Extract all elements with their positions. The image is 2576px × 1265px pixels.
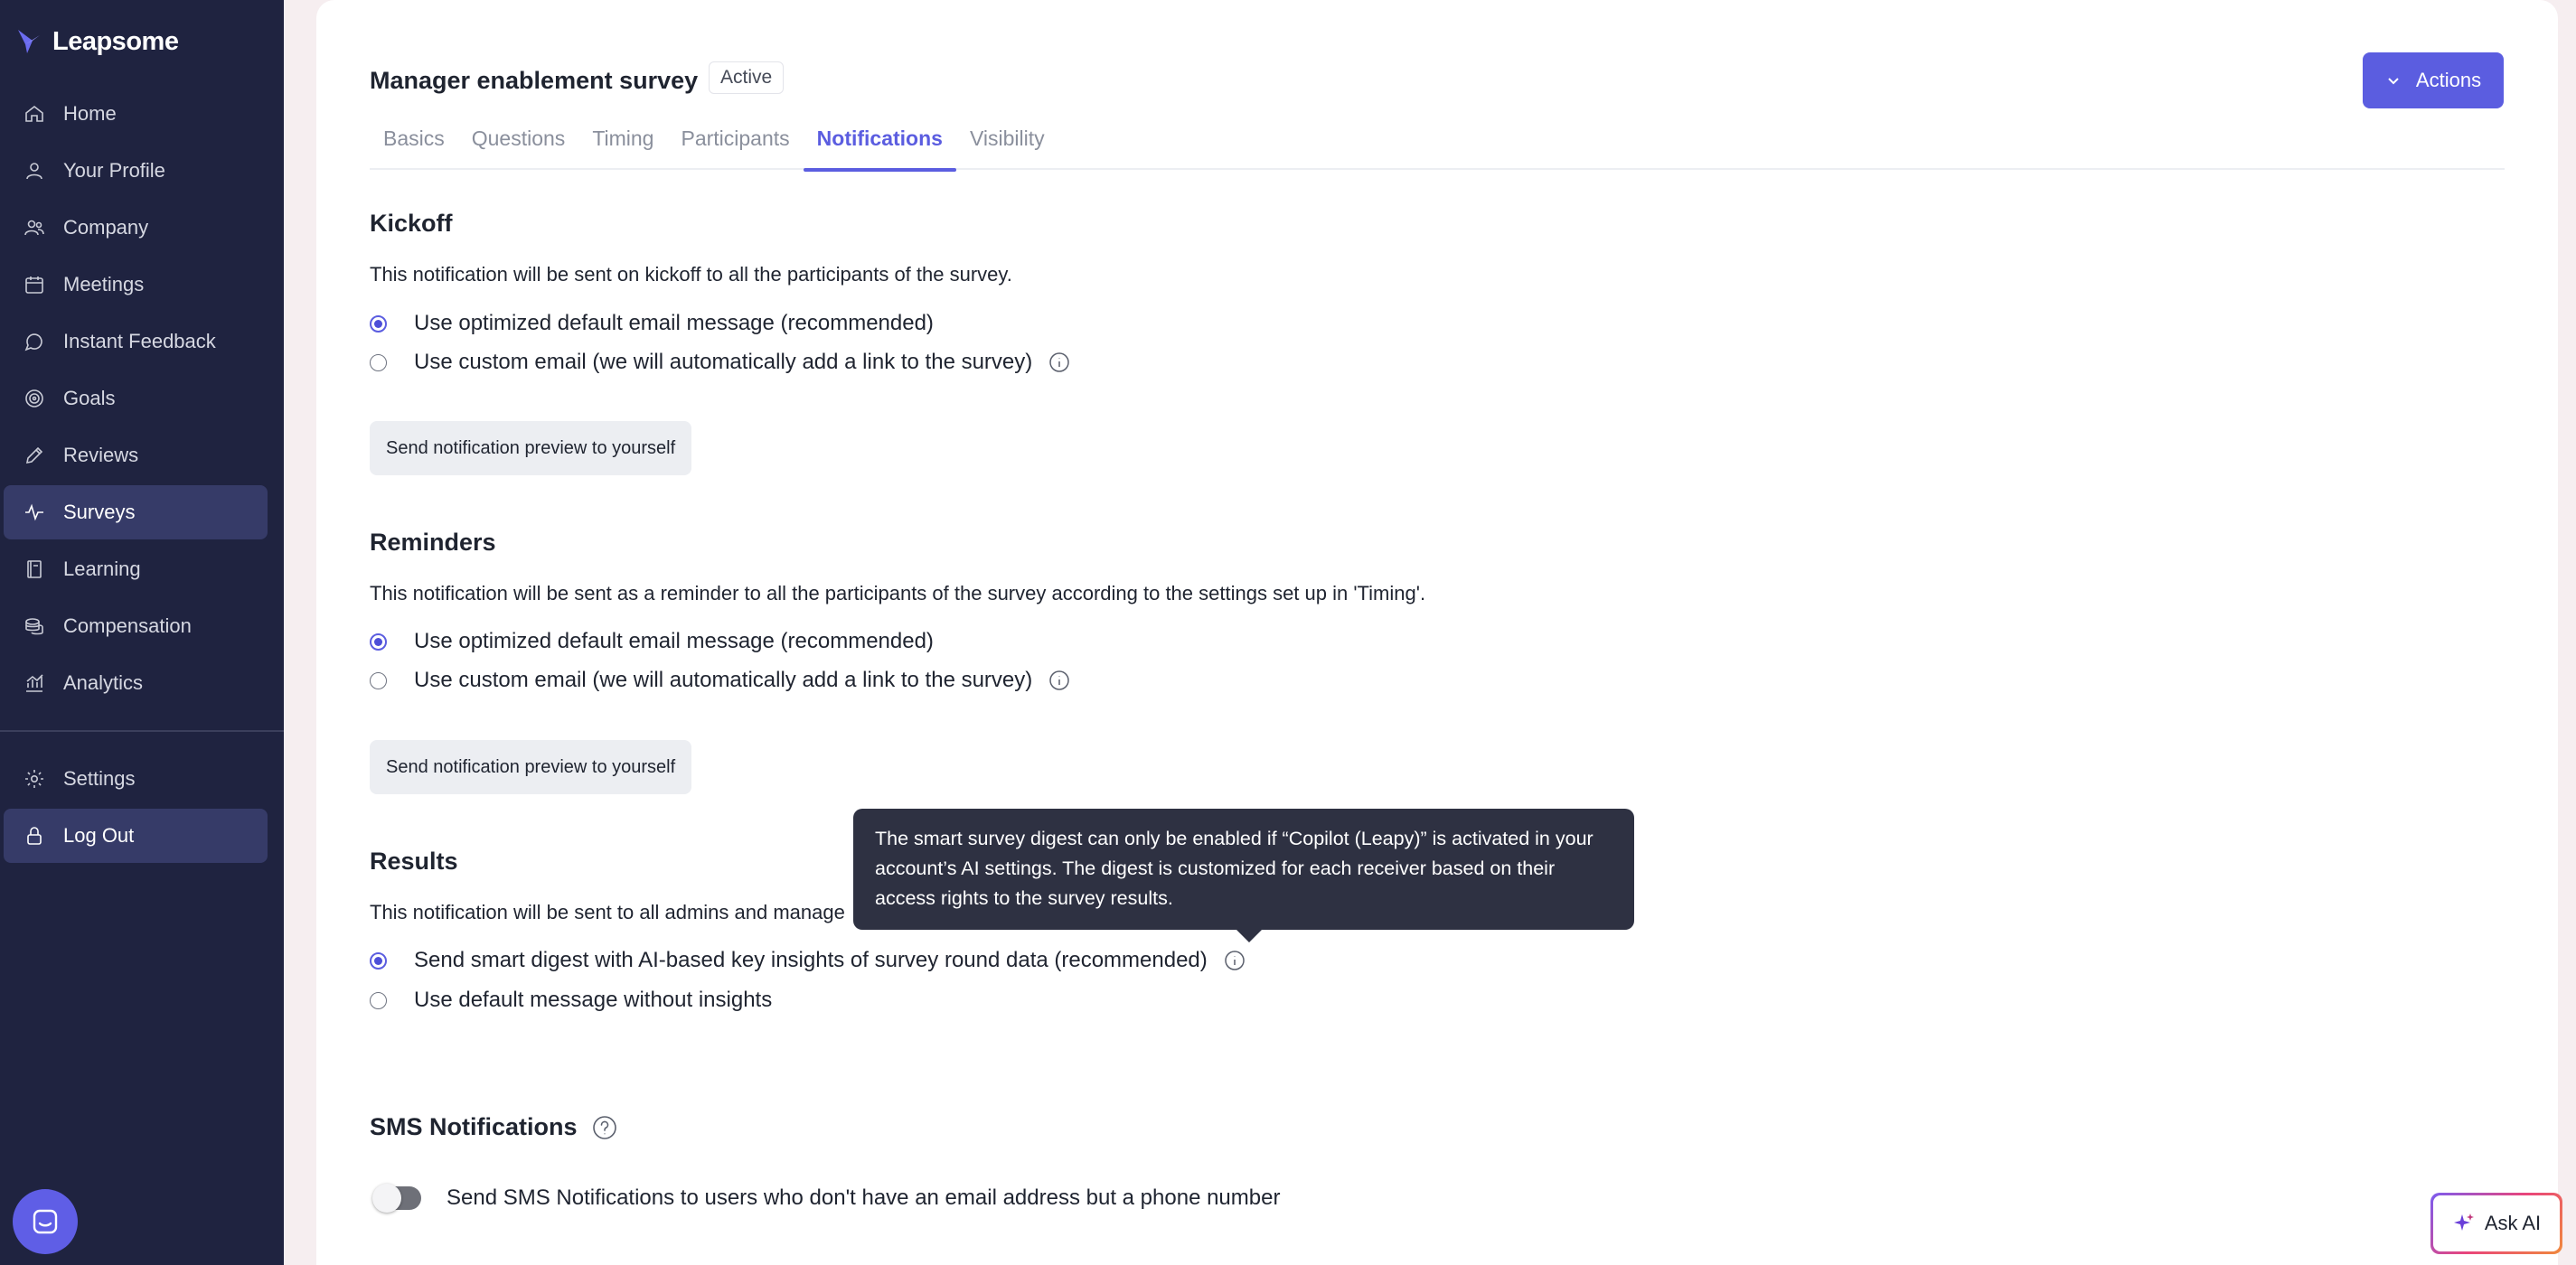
kickoff-option-default[interactable] [370, 308, 934, 339]
results-description: This notification will be sent to all admins and manage [370, 901, 845, 923]
sidebar-item-settings[interactable] [4, 752, 268, 806]
results-digest-radio[interactable] [370, 952, 387, 970]
reminders-option-custom[interactable] [370, 665, 1070, 696]
kickoff-custom-label: Use custom email (we will automatically add a link to the survey) [414, 350, 1033, 374]
help-icon[interactable] [592, 1115, 617, 1140]
reminders-default-radio[interactable] [370, 633, 387, 651]
reminders-default-label: Use optimized default email message (recommended) [414, 629, 934, 653]
results-default-radio[interactable] [370, 992, 387, 1009]
status-badge: Active [709, 61, 784, 94]
results-digest-label: Send smart digest with AI-based key insights of survey round data (recommended) [414, 948, 1208, 972]
sms-notifications-title [370, 1113, 617, 1141]
sms-title-text: SMS Notifications [370, 1113, 578, 1140]
page-title: Manager enablement survey [370, 67, 699, 94]
sidebar-item-instant-feedback[interactable] [4, 314, 268, 369]
sidebar-item-label: Learning [63, 558, 141, 580]
sms-toggle[interactable] [374, 1186, 421, 1210]
sidebar-item-surveys[interactable] [4, 485, 268, 539]
chart-icon [24, 672, 45, 694]
tab-questions[interactable]: Questions [471, 126, 566, 150]
results-option-digest[interactable] [370, 945, 1246, 976]
pulse-icon [24, 501, 45, 523]
kickoff-option-custom[interactable] [370, 347, 1070, 378]
info-icon[interactable] [1048, 351, 1070, 373]
results-default-label: Use default message without insights [414, 988, 773, 1012]
kickoff-custom-radio[interactable] [370, 354, 387, 371]
kickoff-default-radio[interactable] [370, 315, 387, 333]
tab-participants[interactable]: Participants [681, 126, 790, 150]
tab-basics[interactable]: Basics [383, 126, 445, 150]
digest-tooltip: The smart survey digest can only be enabled if “Copilot (Leapy)” is activated in your account’s AI settings. The digest is customized for each receiver based on their access rights to the survey results. [853, 809, 1634, 930]
calendar-icon [24, 274, 45, 295]
gear-icon [24, 768, 45, 790]
sidebar-item-label: Surveys [63, 501, 136, 523]
sidebar-item-label: Company [63, 216, 149, 239]
sms-toggle-row [374, 1185, 1280, 1211]
reminders-custom-label: Use custom email (we will automatically add a link to the survey) [414, 668, 1033, 692]
sidebar-item-analytics[interactable] [4, 656, 268, 710]
info-icon[interactable] [1048, 670, 1070, 691]
ask-ai-button[interactable] [2430, 1193, 2562, 1254]
results-title: Results [370, 848, 458, 875]
reminders-title: Reminders [370, 529, 496, 556]
leapsome-bird-icon [16, 26, 43, 57]
sidebar-item-home[interactable] [4, 87, 268, 141]
tab-notifications[interactable]: Notifications [804, 123, 956, 170]
target-icon [24, 388, 45, 409]
support-chat-button[interactable] [13, 1189, 78, 1254]
lock-icon [24, 825, 45, 847]
sidebar-item-reviews[interactable] [4, 428, 268, 483]
chat-icon [24, 331, 45, 352]
sidebar-item-label: Analytics [63, 671, 144, 694]
reminders-option-default[interactable] [370, 626, 934, 657]
sidebar-item-label: Log Out [63, 824, 135, 847]
sidebar-item-learning[interactable] [4, 542, 268, 596]
sidebar-item-label: Settings [63, 767, 136, 790]
reminders-preview-button[interactable]: Send notification preview to yourself [370, 740, 691, 794]
reminders-description: This notification will be sent as a reminder to all the participants of the survey according to the settings set up in 'Timing'. [370, 582, 1426, 604]
kickoff-preview-button[interactable]: Send notification preview to yourself [370, 421, 691, 475]
sidebar [0, 0, 284, 1265]
tab-timing[interactable]: Timing [592, 126, 654, 150]
sidebar-item-label: Compensation [63, 614, 192, 637]
chat-bubble-icon [30, 1206, 61, 1237]
coins-icon [24, 615, 45, 637]
sidebar-nav [0, 87, 284, 866]
actions-button[interactable] [2363, 52, 2504, 108]
sidebar-item-goals[interactable] [4, 371, 268, 426]
chevron-down-icon [2385, 72, 2402, 89]
sidebar-divider [0, 730, 284, 732]
sidebar-item-label: Home [63, 102, 117, 125]
sidebar-item-label: Goals [63, 387, 116, 409]
actions-button-label: Actions [2415, 69, 2482, 91]
sidebar-item-company[interactable] [4, 201, 268, 255]
sidebar-item-label: Reviews [63, 444, 139, 466]
user-icon [24, 160, 45, 182]
app-name: Leapsome [52, 26, 179, 56]
sidebar-item-label: Your Profile [63, 159, 165, 182]
sms-toggle-label: Send SMS Notifications to users who don't have an email address but a phone number [447, 1185, 1281, 1210]
sidebar-item-meetings[interactable] [4, 258, 268, 312]
sidebar-item-compensation[interactable] [4, 599, 268, 653]
pencil-icon [24, 445, 45, 466]
kickoff-description: This notification will be sent on kickoff to all the participants of the survey. [370, 263, 1012, 286]
reminders-custom-radio[interactable] [370, 672, 387, 689]
sidebar-item-log-out[interactable] [4, 809, 268, 863]
sparkle-icon [2452, 1212, 2476, 1235]
kickoff-title: Kickoff [370, 210, 453, 237]
leapsome-logo[interactable] [16, 23, 178, 60]
tab-bar [370, 123, 2505, 170]
book-icon [24, 558, 45, 580]
info-icon[interactable] [1224, 950, 1246, 971]
tab-visibility[interactable]: Visibility [969, 126, 1045, 150]
users-icon [24, 217, 45, 239]
ask-ai-label: Ask AI [2484, 1212, 2542, 1234]
results-option-default[interactable] [370, 985, 772, 1016]
sidebar-item-label: Instant Feedback [63, 330, 216, 352]
kickoff-default-label: Use optimized default email message (recommended) [414, 311, 934, 335]
home-icon [24, 103, 45, 125]
sidebar-item-label: Meetings [63, 273, 145, 295]
main-content [316, 0, 2558, 1265]
sidebar-item-your-profile[interactable] [4, 144, 268, 198]
ask-ai-inner [2433, 1195, 2560, 1251]
